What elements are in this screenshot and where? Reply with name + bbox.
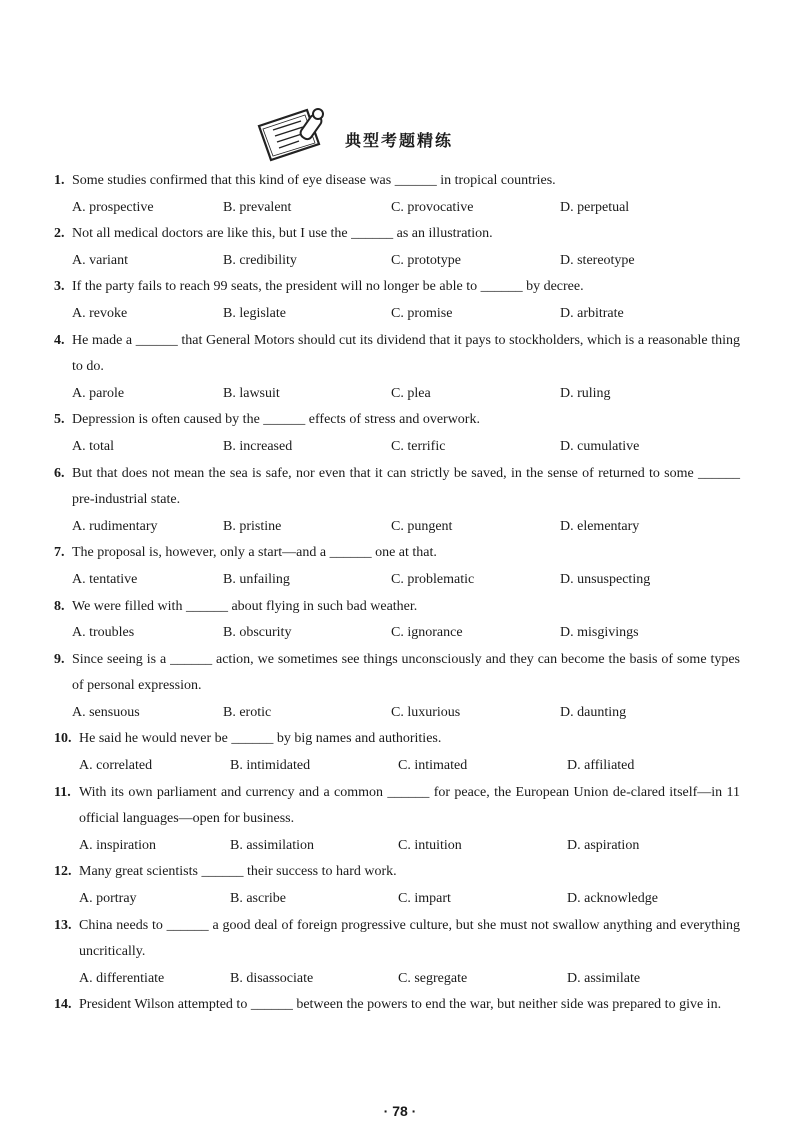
question-number: 5. [54, 412, 65, 428]
question-number: 12. [54, 864, 72, 880]
answer-option: A. sensuous [72, 704, 140, 720]
question-number: 10. [54, 731, 72, 747]
answer-options [54, 620, 740, 647]
answer-option: C. ignorance [391, 625, 463, 641]
question-number: 8. [54, 598, 65, 614]
question-item [54, 221, 740, 248]
answer-option: D. acknowledge [567, 891, 658, 907]
answer-option: B. erotic [223, 704, 272, 720]
section-title: 典型考题精练 [345, 130, 454, 150]
answer-option: B. assimilation [230, 837, 314, 853]
question-list [54, 168, 740, 1019]
question-text: Since seeing is a ______ action, we sometimes see things unconsciously and they can become the basis of some types of personal expression. [72, 651, 740, 694]
question-text: The proposal is, however, only a start—and a ______ one at that. [72, 545, 437, 561]
question-item [54, 540, 740, 567]
answer-option: B. lawsuit [223, 385, 280, 401]
answer-option: A. tentative [72, 571, 138, 587]
answer-options [54, 301, 740, 328]
answer-option: C. provocative [391, 199, 474, 215]
answer-option: C. pungent [391, 518, 453, 534]
answer-option: A. correlated [79, 758, 153, 774]
answer-option: C. luxurious [391, 704, 461, 720]
answer-option: C. segregate [398, 970, 468, 986]
answer-option: D. affiliated [567, 758, 635, 774]
answer-option: B. prevalent [223, 199, 292, 215]
question-text: If the party fails to reach 99 seats, the president will no longer be able to ______ by decree. [72, 279, 584, 295]
answer-option: D. daunting [560, 704, 627, 720]
answer-option: D. arbitrate [560, 305, 624, 321]
question-text: China needs to ______ a good deal of foreign progressive culture, but she must not swallow anything and everything uncritically. [79, 917, 740, 960]
answer-options [54, 381, 740, 408]
question-text: Some studies confirmed that this kind of eye disease was ______ in tropical countries. [72, 173, 556, 188]
question-text: President Wilson attempted to ______ between the powers to end the war, but neither side was prepared to give in. [79, 997, 722, 1013]
question-text: He made a ______ that General Motors should cut its dividend that it pays to stockholders, which is a reasonable thing to do. [72, 332, 740, 375]
answer-options [54, 966, 740, 993]
question-item [54, 647, 740, 700]
question-item [54, 328, 740, 381]
answer-option: B. legislate [223, 305, 286, 321]
answer-option: B. intimidated [230, 758, 311, 774]
question-text: Depression is often caused by the ______ effects of stress and overwork. [72, 412, 480, 428]
answer-option: C. prototype [391, 252, 461, 268]
answer-options [54, 833, 740, 860]
answer-option: A. portray [79, 891, 137, 907]
question-item [54, 407, 740, 434]
question-item [54, 274, 740, 301]
answer-option: A. variant [72, 252, 128, 268]
question-number: 13. [54, 917, 72, 933]
answer-option: B. increased [223, 438, 293, 454]
answer-option: A. total [72, 438, 114, 454]
question-number: 1. [54, 173, 65, 188]
question-text: We were filled with ______ about flying in such bad weather. [72, 598, 418, 614]
answer-option: C. impart [398, 891, 451, 907]
answer-options [54, 567, 740, 594]
question-number: 4. [54, 332, 65, 348]
answer-option: C. intuition [398, 837, 462, 853]
question-number: 7. [54, 545, 65, 561]
exam-paper-icon [255, 104, 337, 164]
question-text: He said he would never be ______ by big names and authorities. [79, 731, 442, 747]
question-item [54, 461, 740, 514]
question-number: 2. [54, 226, 65, 242]
answer-option: C. promise [391, 305, 453, 321]
section-header [255, 104, 453, 164]
question-item [54, 859, 740, 886]
question-number: 11. [54, 784, 71, 800]
answer-option: A. revoke [72, 305, 128, 321]
question-item [54, 992, 740, 1019]
answer-option: C. problematic [391, 571, 475, 587]
answer-option: D. assimilate [567, 970, 641, 986]
answer-option: D. unsuspecting [560, 571, 651, 587]
answer-option: D. perpetual [560, 199, 630, 215]
question-number: 3. [54, 279, 65, 295]
answer-option: B. ascribe [230, 891, 286, 907]
question-item [54, 780, 740, 833]
answer-options [54, 753, 740, 780]
answer-option: B. disassociate [230, 970, 314, 986]
answer-option: B. unfailing [223, 571, 290, 587]
answer-option: A. prospective [72, 199, 154, 215]
question-text: Not all medical doctors are like this, but I use the ______ as an illustration. [72, 226, 493, 242]
answer-option: C. plea [391, 385, 431, 401]
answer-option: A. inspiration [79, 837, 156, 853]
question-item [54, 168, 740, 195]
answer-options [54, 434, 740, 461]
answer-option: A. rudimentary [72, 518, 158, 534]
answer-option: D. aspiration [567, 837, 640, 853]
answer-options [54, 886, 740, 913]
answer-option: C. intimated [398, 758, 468, 774]
answer-option: D. ruling [560, 385, 611, 401]
question-text: Many great scientists ______ their success to hard work. [79, 864, 397, 880]
answer-option: B. credibility [223, 252, 297, 268]
question-item [54, 913, 740, 966]
answer-option: B. obscurity [223, 625, 292, 641]
question-text: With its own parliament and currency and a common ______ for peace, the European Union de-clared itself—in 11 official languages—open for business. [79, 784, 740, 827]
answer-option: D. cumulative [560, 438, 640, 454]
answer-options [54, 700, 740, 727]
answer-option: A. troubles [72, 625, 135, 641]
page-number: · 78 · [383, 1103, 417, 1119]
answer-option: B. pristine [223, 518, 282, 534]
answer-option: A. parole [72, 385, 125, 401]
answer-options [54, 195, 740, 222]
answer-option: D. stereotype [560, 252, 635, 268]
question-item [54, 594, 740, 621]
question-number: 6. [54, 465, 65, 481]
question-item [54, 726, 740, 753]
answer-option: A. differentiate [79, 970, 165, 986]
answer-options [54, 514, 740, 541]
question-number: 14. [54, 997, 72, 1013]
question-number: 9. [54, 651, 65, 667]
answer-option: C. terrific [391, 438, 446, 454]
answer-option: D. elementary [560, 518, 640, 534]
question-text: But that does not mean the sea is safe, nor even that it can strictly be saved, in the sense of returned to some ______ pre-industrial state. [72, 465, 740, 508]
answer-option: D. misgivings [560, 625, 639, 641]
answer-options [54, 248, 740, 275]
